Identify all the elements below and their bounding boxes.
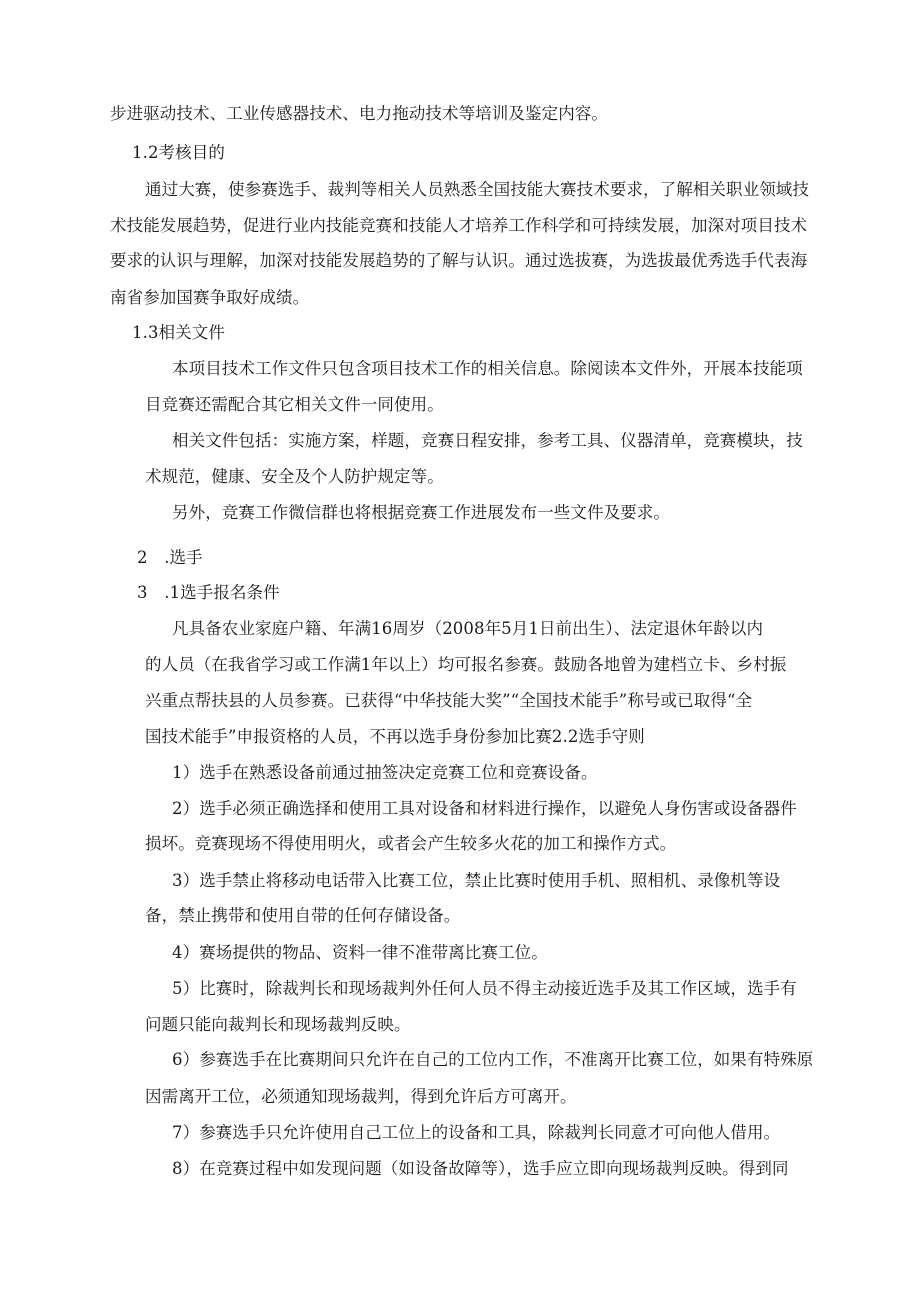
section-heading: 1.2考核目的: [132, 143, 225, 162]
text-line: 步进驱动技术、工业传感器技术、电力拖动技术等培训及鉴定内容。: [110, 104, 608, 123]
text-line: 国技术能手”申报资格的人员，不再以选手身份参加比赛2.2选手守则: [145, 727, 645, 746]
text-line: 凡具备农业家庭户籍、年满16周岁（2008年5月1日前出生）、法定退休年龄以内: [172, 619, 764, 638]
list-item: 3）选手禁止将移动电话带入比赛工位，禁止比赛时使用手机、照相机、录像机等设: [172, 871, 781, 890]
text-line: 要求的认识与理解，加深对技能发展趋势的了解与认识。通过选拔赛，为选拔最优秀选手代表海: [110, 251, 808, 270]
text-line: 因需离开工位，必须通知现场裁判，得到允许后方可离开。: [145, 1087, 577, 1106]
section-heading: 3 .1选手报名条件: [137, 583, 280, 602]
text-line: 损坏。竞赛现场不得使用明火，或者会产生较多火花的加工和操作方式。: [145, 834, 677, 853]
text-line: 相关文件包括：实施方案，样题，竞赛日程安排，参考工具、仪器清单，竞赛模块，技: [172, 431, 803, 450]
list-item: 8）在竞赛过程中如发现问题（如设备故障等），选手应立即向现场裁判反映。得到同: [172, 1159, 789, 1178]
text-line: 另外，竞赛工作微信群也将根据竞赛工作进展发布一些文件及要求。: [172, 503, 670, 522]
text-line: 南省参加国赛争取好成绩。: [110, 288, 310, 307]
list-item: 1）选手在熟悉设备前通过抽签决定竞赛工位和竞赛设备。: [172, 763, 598, 782]
text-line: 通过大赛，使参赛选手、裁判等相关人员熟悉全国技能大赛技术要求，了解相关职业领域技: [145, 180, 809, 199]
text-line: 问题只能向裁判长和现场裁判反映。: [145, 1015, 411, 1034]
text-line: 的人员（在我省学习或工作满1年以上）均可报名参赛。鼓励各地曾为建档立卡、乡村振: [145, 655, 787, 674]
section-heading: 1.3相关文件: [132, 323, 225, 342]
list-item: 5）比赛时，除裁判长和现场裁判外任何人员不得主动接近选手及其工作区域，选手有: [172, 979, 797, 998]
text-line: 本项目技术工作文件只包含项目技术工作的相关信息。除阅读本文件外，开展本技能项: [172, 359, 803, 378]
text-line: 术技能发展趋势，促进行业内技能竞赛和技能人才培养工作科学和可持续发展，加深对项目技术: [110, 216, 808, 235]
list-item: 6）参赛选手在比赛期间只允许在自己的工位内工作，不准离开比赛工位，如果有特殊原: [172, 1050, 814, 1069]
list-item: 7）参赛选手只允许使用自己工位上的设备和工具，除裁判长同意才可向他人借用。: [172, 1123, 781, 1142]
list-item: 4）赛场提供的物品、资料一律不准带离比赛工位。: [172, 943, 548, 962]
text-line: 目竞赛还需配合其它相关文件一同使用。: [145, 395, 444, 414]
text-line: 术规范，健康、安全及个人防护规定等。: [145, 467, 444, 486]
section-heading: 2 .选手: [137, 548, 203, 567]
text-line: 兴重点帮扶县的人员参赛。已获得“中华技能大奖”“全国技术能手”称号或已取得“全: [145, 691, 753, 710]
text-line: 备，禁止携带和使用自带的任何存储设备。: [145, 906, 461, 925]
list-item: 2）选手必须正确选择和使用工具对设备和材料进行操作，以避免人身伤害或设备器件: [172, 799, 797, 818]
